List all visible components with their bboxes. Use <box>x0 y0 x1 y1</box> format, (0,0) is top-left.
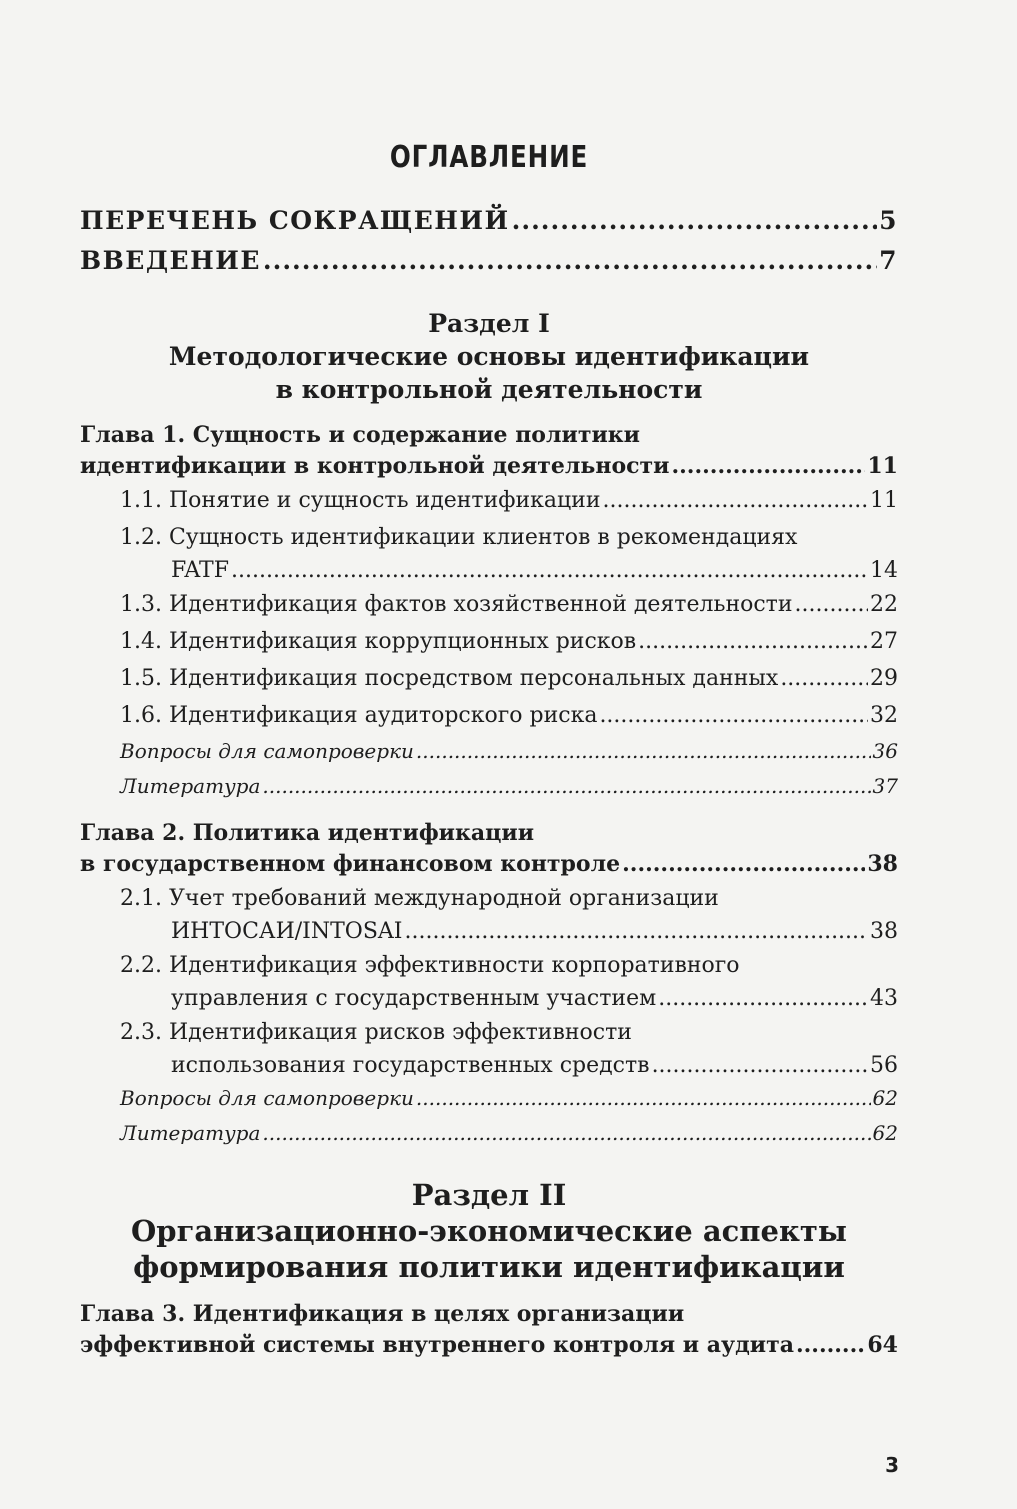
toc-subentry <box>80 660 898 697</box>
entry-page: 38 <box>870 919 898 944</box>
section-number: Раздел II <box>411 1178 567 1212</box>
entry-page: 11 <box>870 488 898 513</box>
dot-leader <box>416 1081 871 1116</box>
entry-text: 1.4. Идентификация коррупционных рисков <box>120 629 637 654</box>
section-title-line: Организационно-экономические аспекты <box>131 1214 847 1248</box>
chapter-1-heading <box>80 420 898 482</box>
toc-entry-introduction <box>80 241 898 281</box>
chapter-title-line: Глава 2. Политика идентификации <box>80 820 535 846</box>
section-2-heading <box>80 1177 898 1285</box>
entry-text: Вопросы для самопроверки <box>120 739 414 763</box>
entry-page: 27 <box>870 629 898 654</box>
toc-literature <box>80 769 898 804</box>
section-title-line: в контрольной деятельности <box>275 375 703 404</box>
chapter-3-heading <box>80 1299 898 1361</box>
dot-leader <box>652 1051 868 1081</box>
entry-page: 29 <box>870 666 898 691</box>
page-number: 3 <box>885 1453 899 1477</box>
dot-leader <box>231 556 868 586</box>
toc-subentry <box>80 623 898 660</box>
entry-text: 1.2. Сущность идентификации клиентов в рекомендациях <box>120 525 798 550</box>
chapter-title-line: в государственном финансовом контроле <box>80 851 621 877</box>
entry-text: 1.5. Идентификация посредством персональных данных <box>120 666 779 691</box>
entry-page: 14 <box>870 558 898 583</box>
entry-text: 2.1. Учет требований международной организации <box>120 886 719 911</box>
entry-text: 1.6. Идентификация аудиторского риска <box>120 703 598 728</box>
entry-page: 38 <box>867 851 898 877</box>
toc-subentry <box>80 1014 898 1081</box>
entry-text-cont: использования государственных средств <box>171 1053 650 1078</box>
dot-leader <box>796 1330 865 1361</box>
entry-page: 22 <box>870 592 898 617</box>
entry-page: 37 <box>872 774 898 798</box>
dot-leader <box>780 660 868 697</box>
toc-subentry <box>80 880 898 947</box>
entry-text: Литература <box>120 1121 261 1145</box>
section-title-line: Методологические основы идентификации <box>168 342 810 371</box>
dot-leader <box>404 917 868 947</box>
dot-leader <box>512 201 877 241</box>
section-1-heading <box>80 307 898 406</box>
toc-literature <box>80 1116 898 1151</box>
dot-leader <box>622 849 865 880</box>
chapter-title-line: Глава 1. Сущность и содержание политики <box>80 422 640 448</box>
entry-page: 7 <box>879 246 898 275</box>
dot-leader <box>638 623 868 660</box>
entry-text: Вопросы для самопроверки <box>120 1086 414 1110</box>
table-of-contents <box>80 140 898 1361</box>
chapter-title-line: Глава 3. Идентификация в целях организации <box>80 1301 685 1327</box>
entry-page: 62 <box>872 1086 898 1110</box>
dot-leader <box>603 482 869 519</box>
toc-subentry <box>80 519 898 586</box>
dot-leader <box>262 769 870 804</box>
toc-subentry <box>80 482 898 519</box>
dot-leader <box>599 697 868 734</box>
section-title-line: формирования политики идентификации <box>133 1250 845 1284</box>
entry-text-cont: управления с государственным участием <box>171 986 657 1011</box>
toc-questions <box>80 1081 898 1116</box>
entry-page: 32 <box>870 703 898 728</box>
entry-text: 2.2. Идентификация эффективности корпоративного <box>120 953 740 978</box>
dot-leader <box>263 241 877 281</box>
entry-text: ПЕРЕЧЕНЬ СОКРАЩЕНИЙ <box>80 206 510 235</box>
toc-subentry <box>80 947 898 1014</box>
toc-questions <box>80 734 898 769</box>
chapter-title-line: эффективной системы внутреннего контроля и аудита <box>80 1332 794 1358</box>
entry-text: Литература <box>120 774 261 798</box>
section-number: Раздел I <box>428 309 550 338</box>
entry-page: 43 <box>870 986 898 1011</box>
toc-entry-abbreviations <box>80 201 898 241</box>
entry-text: 2.3. Идентификация рисков эффективности <box>120 1020 632 1045</box>
entry-text: 1.1. Понятие и сущность идентификации <box>120 488 601 513</box>
dot-leader <box>416 734 871 769</box>
entry-page: 64 <box>867 1332 898 1358</box>
dot-leader <box>795 586 868 623</box>
entry-text-cont: FATF <box>171 558 229 583</box>
toc-subentry <box>80 586 898 623</box>
entry-text-cont: ИНТОСАИ/INTOSAI <box>171 919 403 944</box>
page-title: ОГЛАВЛЕНИЕ <box>389 140 589 175</box>
entry-page: 11 <box>867 453 898 479</box>
entry-page: 36 <box>872 739 898 763</box>
entry-text: ВВЕДЕНИЕ <box>80 246 261 275</box>
dot-leader <box>671 451 865 482</box>
chapter-title-line: идентификации в контрольной деятельности <box>80 453 670 479</box>
entry-page: 56 <box>870 1053 898 1078</box>
chapter-2-heading <box>80 818 898 880</box>
dot-leader <box>262 1116 870 1151</box>
entry-text: 1.3. Идентификация фактов хозяйственной деятельности <box>120 592 793 617</box>
toc-subentry <box>80 697 898 734</box>
entry-page: 62 <box>872 1121 898 1145</box>
dot-leader <box>658 984 868 1014</box>
entry-page: 5 <box>879 206 898 235</box>
